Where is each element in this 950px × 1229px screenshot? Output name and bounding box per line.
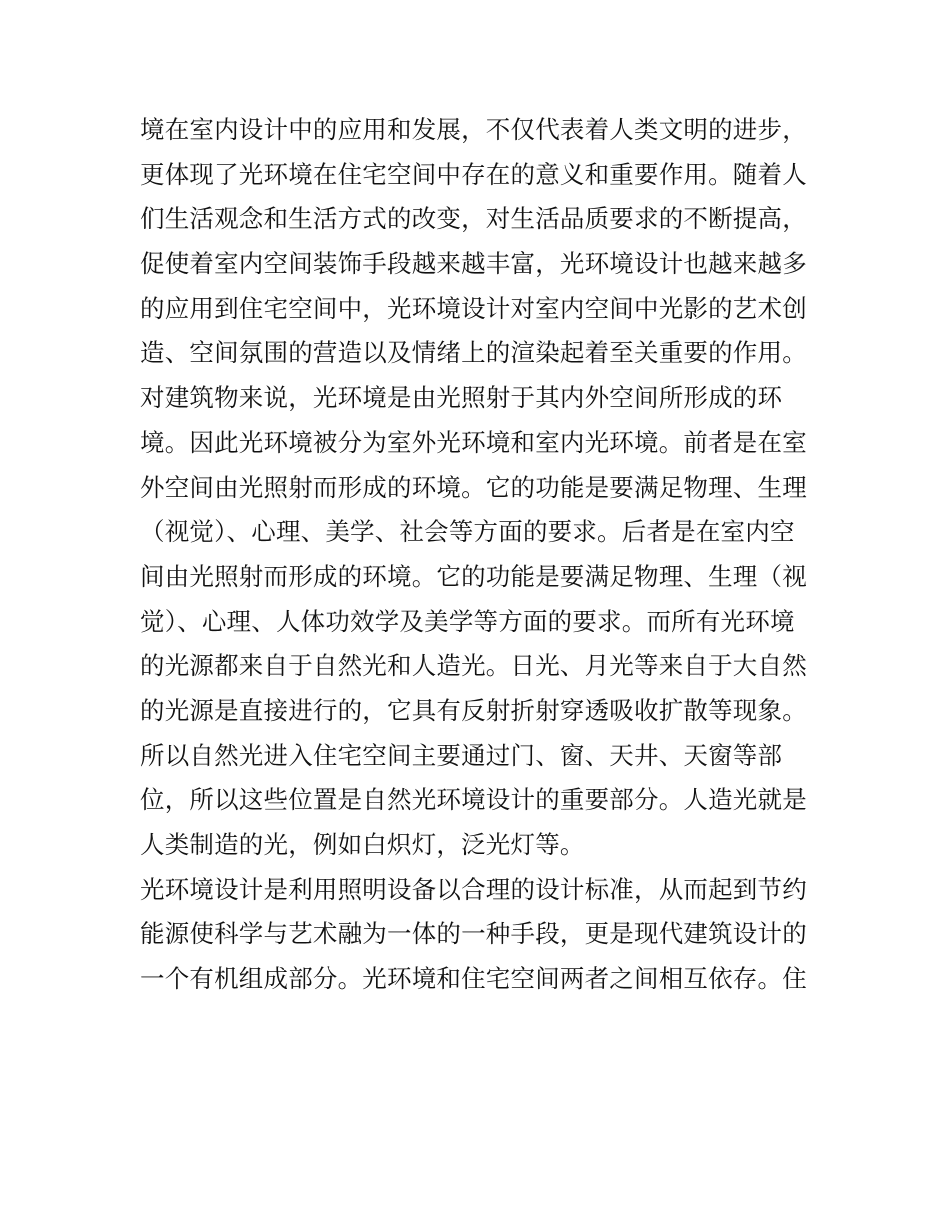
text-line: 境。因此光环境被分为室外光环境和室内光环境。前者是在室 — [140, 427, 807, 457]
text-line: 的光源是直接进行的，它具有反射折射穿透吸收扩散等现象。 — [140, 695, 807, 725]
text-line: 位，所以这些位置是自然光环境设计的重要部分。人造光就是 — [140, 785, 807, 815]
text-line: 更体现了光环境在住宅空间中存在的意义和重要作用。随着人 — [140, 159, 807, 189]
text-line: 人类制造的光，例如白炽灯，泛光灯等。 — [140, 830, 585, 859]
text-line: 外空间由光照射而形成的环境。它的功能是要满足物理、生理 — [140, 472, 807, 502]
text-line: 光环境设计是利用照明设备以合理的设计标准，从而起到节约 — [140, 874, 807, 904]
text-line: 一个有机组成部分。光环境和住宅空间两者之间相互依存。住 — [140, 964, 807, 994]
text-line: 的光源都来自于自然光和人造光。日光、月光等来自于大自然 — [140, 651, 807, 681]
text-line: 们生活观念和生活方式的改变，对生活品质要求的不断提高， — [140, 204, 807, 234]
body-text — [140, 108, 820, 1002]
text-line: 对建筑物来说，光环境是由光照射于其内外空间所形成的环 — [140, 383, 783, 413]
text-line: 间由光照射而形成的环境。它的功能是要满足物理、生理（视 — [140, 561, 807, 591]
text-line: 的应用到住宅空间中，光环境设计对室内空间中光影的艺术创 — [140, 293, 807, 323]
text-line: （视觉）、心理、美学、社会等方面的要求。后者是在室内空 — [140, 517, 795, 547]
text-line: 造、空间氛围的营造以及情绪上的渲染起着至关重要的作用。 — [140, 338, 807, 368]
text-line: 境在室内设计中的应用和发展，不仅代表着人类文明的进步， — [140, 115, 807, 144]
text-line: 促使着室内空间装饰手段越来越丰富，光环境设计也越来越多 — [140, 249, 807, 279]
text-line: 能源使科学与艺术融为一体的一种手段，更是现代建筑设计的 — [140, 919, 807, 949]
text-line: 所以自然光进入住宅空间主要通过门、窗、天井、天窗等部 — [140, 740, 783, 770]
text-line: 觉）、心理、人体功效学及美学等方面的要求。而所有光环境 — [140, 606, 795, 636]
